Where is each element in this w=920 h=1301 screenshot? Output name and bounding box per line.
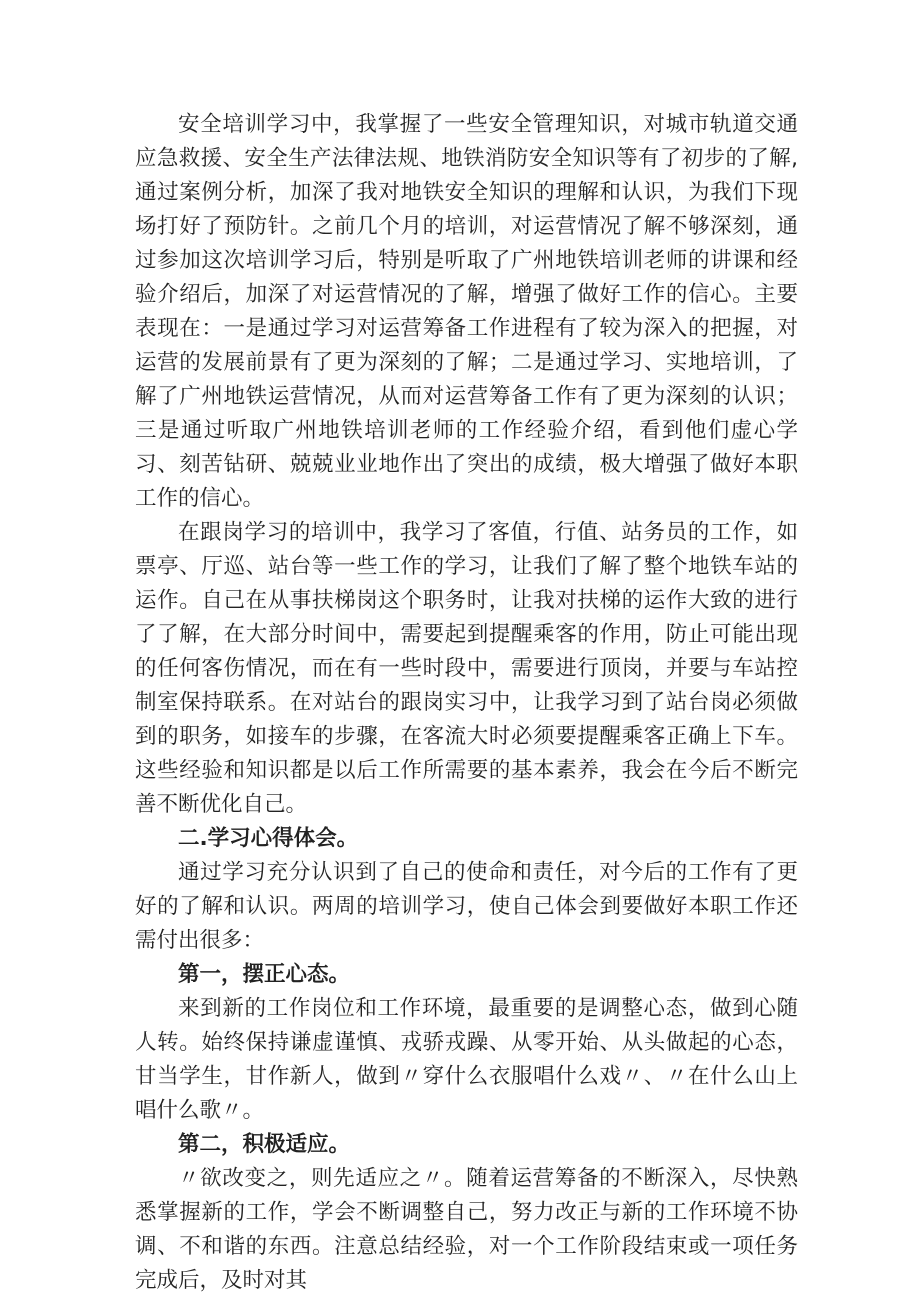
paragraph-safety-training: 安全培训学习中，我掌握了一些安全管理知识，对城市轨道交通应急救援、安全生产法律法规、地铁消防安全知识等有了初步的了解,通过案例分析，加深了我对地铁安全知识的理解和认识，为我们下现场打好了预防针。之前几个月的培训，对运营情况了解不够深刻，通过参加这次培训学习后，特别是听取了广州地铁培训老师的讲课和经验介绍后，加深了对运营情况的了解，增强了做好工作的信心。主要表现在：一是通过学习对运营筹备工作进程有了较为深入的把握，对运营的发展前景有了更为深刻的了解；二是通过学习、实地培训，了解了广州地铁运营情况，从而对运营筹备工作有了更为深刻的认识；三是通过听取广州地铁培训老师的工作经验介绍，看到他们虚心学习、刻苦钻研、兢兢业业地作出了突出的成绩，极大增强了做好本职工作的信心。 (135, 112, 798, 511)
paragraph-adapt-actively: 〃欲改变之，则先适应之〃。随着运营筹备的不断深入，尽快熟悉掌握新的工作，学会不断调整自己，努力改正与新的工作环境不协调、不和谐的东西。注意总结经验，对一个工作阶段结束或一项任务完成后，及时对其 (135, 1166, 798, 1293)
section-heading-learning-experience: 二.学习心得体会。 (178, 826, 359, 851)
subheading-second: 第二，积极适应。 (178, 1132, 351, 1157)
paragraph-mission-responsibility: 通过学习充分认识到了自己的使命和责任，对今后的工作有了更好的了解和认识。两周的培训学习，使自己体会到要做好本职工作还需付出很多： (135, 860, 798, 953)
paragraph-shadow-training: 在跟岗学习的培训中，我学习了客值，行值、站务员的工作，如票亭、厅巡、站台等一些工作的学习，让我们了解了整个地铁车站的运作。自己在从事扶梯岗这个职务时，让我对扶梯的运作大致的进行了了解，在大部分时间中，需要起到提醒乘客的作用，防止可能出现的任何客伤情况，而在有一些时段中，需要进行顶岗，并要与车站控制室保持联系。在对站台的跟岗实习中，让我学习到了站台岗必须做到的职务，如接车的步骤，在客流大时必须要提醒乘客正确上下车。这些经验和知识都是以后工作所需要的基本素养，我会在今后不断完善不断优化自己。 (135, 520, 798, 817)
subheading-first: 第一，摆正心态。 (178, 962, 351, 987)
paragraph-adjust-mindset: 来到新的工作岗位和工作环境，最重要的是调整心态，做到心随人转。始终保持谦虚谨慎、戎骄戎躁、从零开始、从头做起的心态，甘当学生，甘作新人，做到〃穿什么衣服唱什么戏〃、〃在什么山上唱什么歌〃。 (135, 996, 798, 1123)
